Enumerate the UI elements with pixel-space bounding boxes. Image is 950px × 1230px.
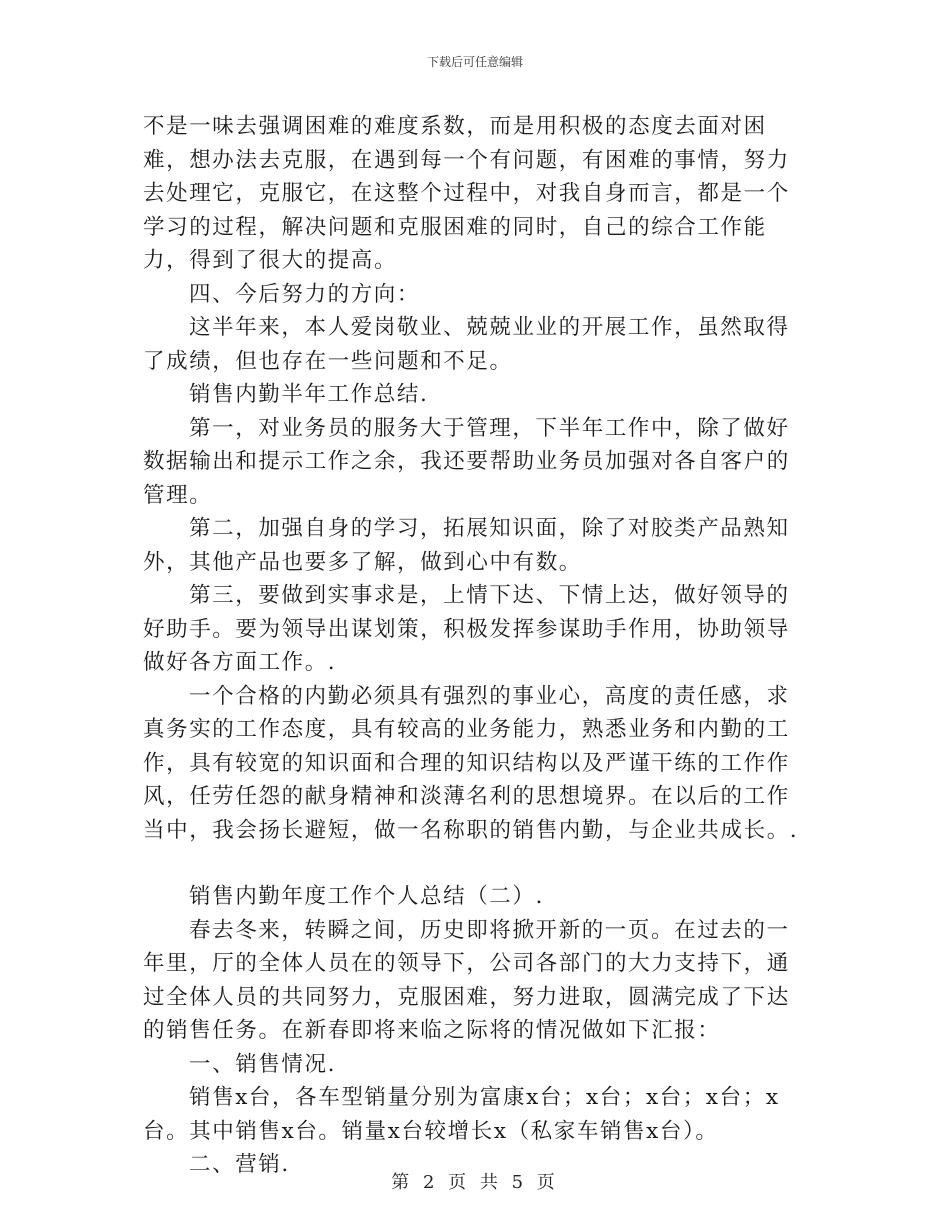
paragraph-1: 不是一味去强调困难的难度系数，而是用积极的态度去面对困难，想办法去克服，在遇到每一个有问题，有困难的事情，努力去处理它，克服它，在这整个过程中，对我自身而言，都是一个学习的过程，解决问题和克服困难的同时，自己的综合工作能力，得到了很大的提高。 xyxy=(143,114,790,273)
paragraph-5: 第一，对业务员的服务大于管理，下半年工作中，除了做好数据输出和提示工作之余，我还要帮助业务员加强对各自客户的管理。 xyxy=(143,415,790,508)
paragraph-7: 第三，要做到实事求是，上情下达、下情上达，做好领导的好助手。要为领导出谋划策，积极发挥参谋助手作用，协助领导做好各方面工作。. xyxy=(143,583,790,675)
section-heading-future-direction: 四、今后努力的方向： xyxy=(189,281,421,307)
paragraph-3: 这半年来，本人爱岗敬业、兢兢业业的开展工作，虽然取得了成绩，但也存在一些问题和不足。 xyxy=(143,315,790,374)
paragraph-8: 一个合格的内勤必须具有强烈的事业心，高度的责任感，求真务实的工作态度，具有较高的业务能力，熟悉业务和内勤的工作，具有较宽的知识面和合理的知识结构以及严谨干练的工作作风，任劳任怨的献身精神和淡薄名利的思想境界。在以后的工作当中，我会扬长避短，做一名称职的销售内勤，与企业共成长。. xyxy=(143,683,799,843)
page-footer: 第 2 页 共 5 页 xyxy=(391,1172,559,1193)
paragraph-10: 春去冬来，转瞬之间，历史即将掀开新的一页。在过去的一年里，厅的全体人员在的领导下，公司各部门的大力支持下，通过全体人员的共同努力，克服困难，努力进取，圆满完成了下达的销售任务。在新春即将来临之际将的情况做如下汇报： xyxy=(143,917,790,1043)
paragraph-6: 第二，加强自身的学习，拓展知识面，除了对胶类产品熟知外，其他产品也要多了解，做到心中有数。 xyxy=(143,516,790,575)
paragraph-4: 销售内勤半年工作总结. xyxy=(189,382,429,407)
section-heading-marketing: 二、营销. xyxy=(189,1152,290,1177)
section-title-annual-summary: 销售内勤年度工作个人总结（二）. xyxy=(189,884,544,909)
section-heading-sales: 一、销售情况. xyxy=(189,1051,337,1077)
paragraph-gap xyxy=(143,847,808,880)
document-body xyxy=(143,110,808,1182)
page-header: 下载后可任意编辑 xyxy=(426,55,523,69)
paragraph-12: 销售x台，各车型销量分别为富康x台；x台；x台；x台；x台。其中销售x台。销量x台较增长x（私家车销售x台）。 xyxy=(143,1085,780,1144)
